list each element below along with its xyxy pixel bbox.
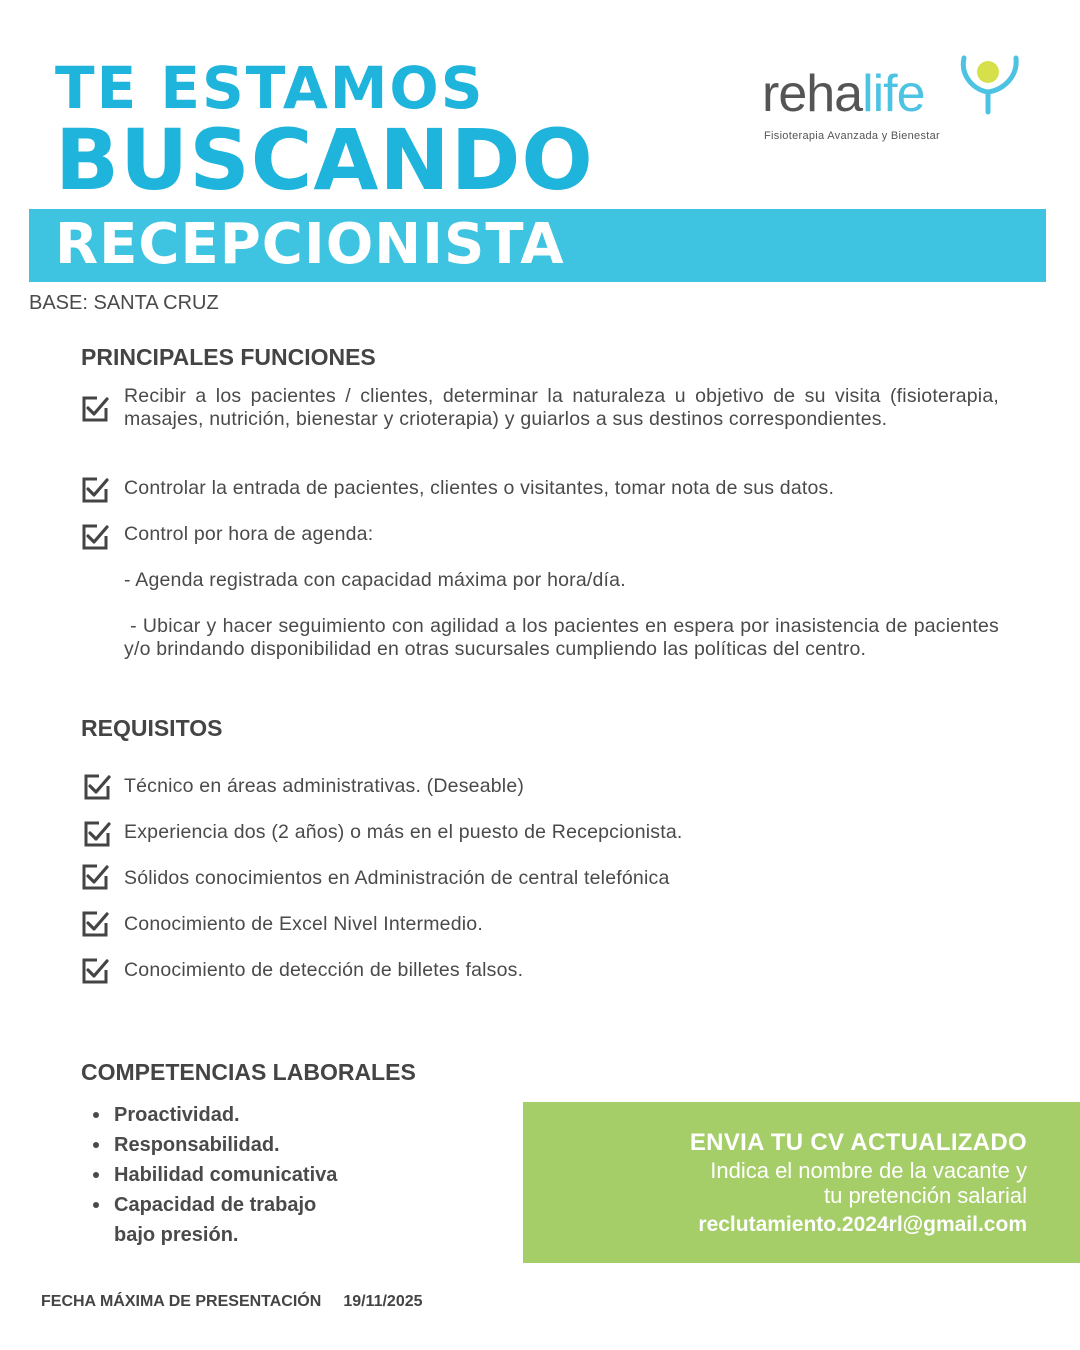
cta-email[interactable]: reclutamiento.2024rl@gmail.com [698, 1213, 1027, 1236]
competencies-title: COMPETENCIAS LABORALES [81, 1059, 416, 1085]
checkbox-checked-icon [83, 820, 111, 848]
competencies-list [90, 1100, 337, 1250]
function-item: Controlar la entrada de pacientes, clientes o visitantes, tomar nota de sus datos. [124, 477, 835, 499]
checkbox-checked-icon [81, 957, 109, 985]
competency-item: Habilidad comunicativa [90, 1160, 337, 1190]
cta-line-1: Indica el nombre de la vacante y [710, 1158, 1027, 1183]
cta-box [523, 1102, 1080, 1263]
requirement-item: Técnico en áreas administrativas. (Deseable) [124, 775, 525, 797]
checkbox-checked-icon [81, 523, 109, 551]
logo-wordmark [762, 64, 925, 124]
deadline [41, 1293, 423, 1311]
deadline-date: 19/11/2025 [343, 1293, 423, 1310]
function-sub-item: - Agenda registrada con capacidad máxima por hora/día. [124, 569, 626, 591]
cta-content [690, 1128, 1027, 1240]
functions-title: PRINCIPALES FUNCIONES [81, 344, 376, 370]
person-figure-icon [958, 54, 1024, 116]
checkbox-checked-icon [83, 773, 111, 801]
function-item: Control por hora de agenda: [124, 523, 374, 545]
rehalife-logo [760, 52, 1035, 152]
base-location: BASE: SANTA CRUZ [29, 292, 219, 314]
logo-word-accent: life [862, 65, 925, 123]
logo-word-main: reha [762, 65, 863, 123]
checkbox-checked-icon [81, 910, 109, 938]
function-sub-item: - Ubicar y hacer seguimiento con agilidad a los pacientes en espera por inasistencia de pacientes y/o brindando disponibilidad en otras sucursales cumpliendo las políticas del centro. [124, 615, 1005, 660]
competency-item-continued: bajo presión. [114, 1224, 239, 1246]
requirement-item: Conocimiento de detección de billetes falsos. [124, 959, 524, 981]
checkbox-checked-icon [81, 476, 109, 504]
requirement-item: Conocimiento de Excel Nivel Intermedio. [124, 913, 483, 935]
requirement-item: Experiencia dos (2 años) o más en el puesto de Recepcionista. [124, 821, 683, 843]
cta-line-2: tu pretención salarial [823, 1183, 1027, 1208]
requirements-title: REQUISITOS [81, 715, 223, 741]
function-item: Recibir a los pacientes / clientes, determinar la naturaleza u objetivo de su visita (fisioterapia, masajes, nutrición, bienestar y crioterapia) y guiarlos a sus destinos correspondientes. [124, 385, 999, 430]
checkbox-checked-icon [81, 863, 109, 891]
checkbox-checked-icon [81, 395, 109, 423]
heading-line-2: BUSCANDO [55, 111, 594, 209]
position-title: RECEPCIONISTA [55, 212, 565, 277]
competency-item: Proactividad. [90, 1100, 337, 1130]
deadline-label: FECHA MÁXIMA DE PRESENTACIÓN [41, 1293, 322, 1310]
cta-title: ENVIA TU CV ACTUALIZADO [689, 1129, 1027, 1156]
logo-tagline: Fisioterapia Avanzada y Bienestar [764, 130, 941, 142]
competency-item: Responsabilidad. [90, 1130, 337, 1160]
requirement-item: Sólidos conocimientos en Administración de central telefónica [124, 867, 670, 889]
heading-line-1: TE ESTAMOS [55, 54, 485, 122]
competency-item: Capacidad de trabajo [90, 1190, 337, 1220]
